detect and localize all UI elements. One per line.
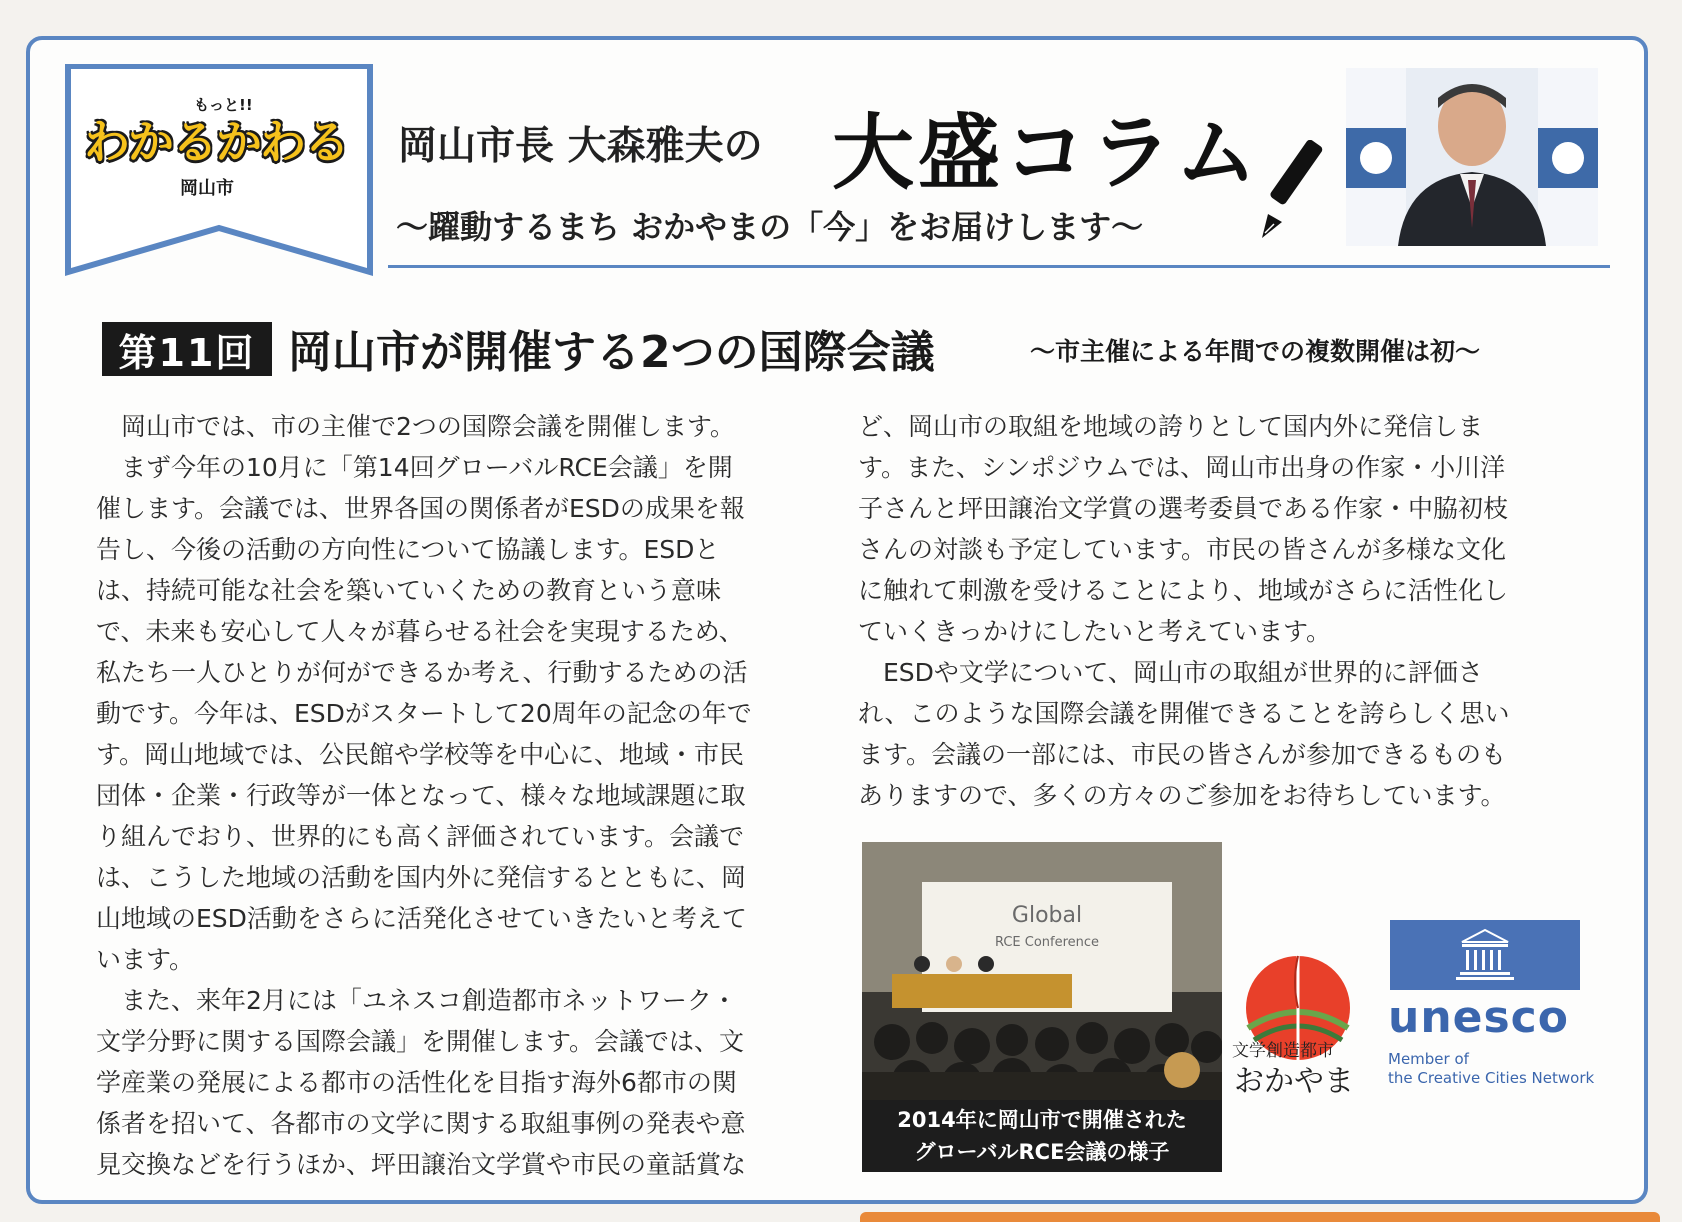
mayor-title: 岡山市長 大森雅夫の [398, 123, 763, 169]
body-line: で、未来も安心して人々が暮らせる社会を実現するため、 [96, 617, 744, 646]
unesco-member-text [1388, 1050, 1594, 1088]
body-line: 係者を招いて、各都市の文学に関する取組事例の発表や意 [96, 1109, 746, 1138]
header-rule [388, 265, 1610, 268]
photo-caption-line2: グローバルRCE会議の様子 [914, 1140, 1170, 1164]
body-line: 山地域のESD活動をさらに活発化させていきたいと考えて [96, 904, 747, 933]
body-line: ど、岡山市の取組を地域の誇りとして国内外に発信しま [858, 412, 1484, 441]
article-title: 岡山市が開催する2つの国際会議 [288, 327, 935, 378]
body-column-right [858, 406, 1578, 816]
screen-rce-text: RCE Conference [994, 935, 1100, 950]
body-line: ます。会議の一部には、市民の皆さんが参加できるものも [858, 740, 1507, 769]
wakaru-kawaru-logo [64, 64, 374, 282]
header-subtitle: ～躍動するまち おかやまの「今」をお届けします～ [396, 208, 1144, 246]
body-line: 催します。会議では、世界各国の関係者がESDの成果を報 [96, 494, 745, 523]
body-line: 学産業の発展による都市の活性化を目指す海外6都市の関 [96, 1068, 737, 1097]
fountain-pen-icon [1252, 140, 1332, 240]
body-line: す。また、シンポジウムでは、岡山市出身の作家・小川洋 [858, 453, 1506, 482]
body-line: り組んでおり、世界的にも高く評価されています。会議で [96, 822, 745, 851]
screen-global-text: Global [1011, 903, 1083, 928]
body-line: また、来年2月には「ユネスコ創造都市ネットワーク・ [96, 986, 737, 1015]
photo-caption [862, 1100, 1222, 1172]
logo-city-text: 岡山市 [180, 178, 234, 199]
body-column-left [96, 406, 816, 1185]
body-line: 子さんと坪田譲治文学賞の選考委員である作家・中脇初枝 [858, 494, 1509, 523]
body-line: は、持続可能な社会を築いていくための教育という意味 [96, 576, 722, 605]
body-line: 見交換などを行うほか、坪田譲治文学賞や市民の童話賞な [96, 1150, 747, 1179]
body-line: ESDや文学について、岡山市の取組が世界的に評価さ [858, 658, 1483, 687]
unesco-member-line1: Member of [1388, 1050, 1469, 1068]
body-line: す。岡山地域では、公民館や学校等を中心に、地域・市民 [96, 740, 745, 769]
column-title: 大盛コラム [832, 105, 1262, 201]
body-line: は、こうした地域の活動を国内外に発信するとともに、岡 [96, 863, 747, 892]
article-subtitle: ～市主催による年間での複数開催は初～ [1030, 337, 1481, 366]
body-line: 私たち一人ひとりが何ができるか考え、行動するための活 [96, 658, 748, 687]
body-line: 文学分野に関する国際会議」を開催します。会議では、文 [96, 1027, 745, 1056]
body-line: います。 [96, 945, 195, 974]
logo-sub-text: もっと!! [194, 96, 253, 114]
body-line: 動です。今年は、ESDがスタートして20周年の記念の年で [96, 699, 752, 728]
body-line: さんの対談も予定しています。市民の皆さんが多様な文化 [858, 535, 1507, 564]
logo-main-text: わかるかわる [84, 115, 348, 169]
photo-caption-line1: 2014年に岡山市で開催された [897, 1108, 1187, 1132]
bottom-orange-strip [860, 1212, 1660, 1222]
literature-city-label: 文学創造都市 [1232, 1041, 1334, 1061]
unesco-temple-icon [1390, 920, 1580, 990]
body-line: 告し、今後の活動の方向性について協議します。ESDと [96, 535, 720, 564]
body-line: 団体・企業・行政等が一体となって、様々な地域課題に取 [96, 781, 746, 810]
body-line: に触れて刺激を受けることにより、地域がさらに活性化し [858, 576, 1509, 605]
unesco-member-line2: the Creative Cities Network [1388, 1069, 1595, 1087]
okayama-label: おかやま [1234, 1064, 1354, 1099]
body-line: ていくきっかけにしたいと考えています。 [858, 617, 1332, 646]
mayor-photo [1346, 68, 1598, 246]
body-line: まず今年の10月に「第14回グローバルRCE会議」を開 [96, 453, 733, 482]
body-line: 岡山市では、市の主催で2つの国際会議を開催します。 [96, 412, 735, 441]
unesco-wordmark: unesco [1388, 992, 1569, 1043]
body-line: れ、このような国際会議を開催できることを誇らしく思い [858, 699, 1510, 728]
issue-number-badge: 第11回 [102, 322, 272, 376]
body-line: ありますので、多くの方々のご参加をお待ちしています。 [858, 781, 1506, 810]
